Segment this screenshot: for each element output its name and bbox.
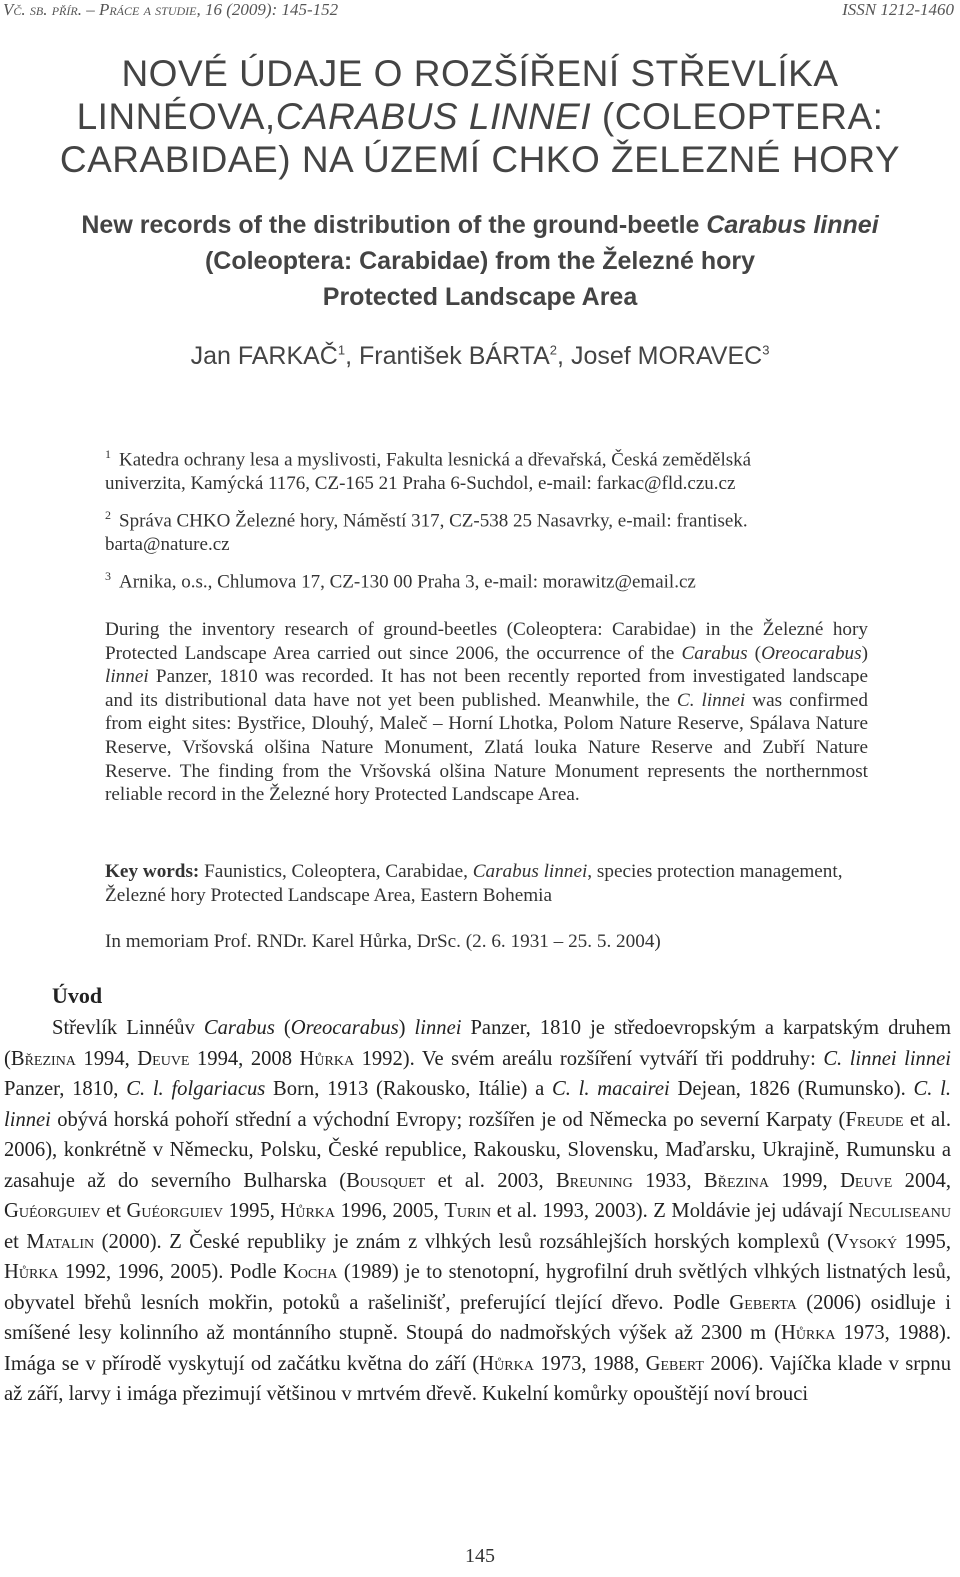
in-memoriam-note: In memoriam Prof. RNDr. Karel Hůrka, DrSc. (2. 6. 1931 – 25. 5. 2004) <box>105 931 661 952</box>
author: Josef MORAVEC <box>570 342 763 370</box>
title-english-line2: (Coleoptera: Carabidae) from the Železné hory <box>204 247 756 275</box>
author-affiliation-mark: 3 <box>762 342 770 358</box>
body-paragraph: Střevlík Linnéův Carabus (Oreocarabus) linnei Panzer, 1810 je středoevropským a karpatským druhem (Březina 1994, Deuve 1994, 2008 Hůrka 1992). Ve svém areálu rozšíření vytváří tři poddruhy: C. linnei linnei Panzer, 1810, C. l. folgariacus Born, 1913 (Rakousko, Itálie) a C. l. macairei Dejean, 1826 (Rumunsko). C. l. linnei obývá horská pohoří střední a východní Evropy; rozšířen je od Německa po severní Karpaty (Freude et al. 2006), konkrétně v Německu, Polsku, České republice, Rakousku, Slovensku, Maďarsku, Ukrajině, Rumunsku a zasahuje až do severního Bulharska (Bousquet et al. 2003, Breuning 1933, Březina 1999, Deuve 2004, Guéorguiev et Guéorguiev 1995, Hůrka 1996, 2005, Turin et al. 1993, 2003). Z Moldávie jej udávají Neculiseanu et Matalin (2000). Z České republiky je znám z vlhkých lesů rozsáhlejších horských komplexů (Vysoký 1995, Hůrka 1992, 1996, 2005). Podle Kocha (1989) je to stenotopní, hygrofilní druh světlých vlhkých listnatých lesů, obyvatel břehů lesních mokřin, potoků a rašelinišť, preferující tlející dřevo. Podle Geberta (2006) osidluje i smíšené lesy kolinního až montánního stupně. Stoupá do nadmořských výšek až 2300 m (Hůrka 1973, 1988). Imága se v přírodě vyskytují od začátku května do září (Hůrka 1973, 1988, Gebert 2006). Vajíčka klade v srpnu až září, larvy i imága přezimují většinou v mrtvém dřevě. Kukelní komůrky opouštějí noví brouci <box>4 1017 952 1405</box>
author-affiliation-mark: 2 <box>549 342 558 358</box>
title-czech-line1: NOVÉ ÚDAJE O ROZŠÍŘENÍ STŘEVLÍKA <box>121 53 839 94</box>
section-heading: Úvod <box>52 983 103 1008</box>
keywords: Key words: Faunistics, Coleoptera, Carabidae, Carabus linnei, species protection management, Železné hory Protected Landscape Area, Eastern Bohemia <box>105 861 843 906</box>
affiliation: $^1$ Katedra ochrany lesa a myslivosti, Fakulta lesnická a dřevařská, Česká zemědělská univerzita, Kamýcká 1176, CZ-165 21 Praha 6-Suchdol, e-mail: farkac@fld.czu.cz <box>105 447 752 495</box>
title-species-name: CARABUS LINNEI <box>275 96 592 137</box>
author-list: Jan FARKAČ$^1$, František BÁRTA$^2$, Josef MORAVEC$^3$ <box>190 342 770 370</box>
author: Jan FARKAČ <box>190 342 338 370</box>
author: František BÁRTA <box>359 342 550 370</box>
running-head <box>3 0 954 22</box>
body-text <box>4 1013 951 1410</box>
title-czech <box>0 52 960 181</box>
affiliation: $^2$ Správa CHKO Železné hory, Náměstí 317, CZ-538 25 Nasavrky, e-mail: frantisek. barta@nature.cz <box>105 508 748 556</box>
journal-citation: Vč. sb. přír. – Práce a studie, 16 (2009): 145-152 <box>3 0 339 19</box>
title-english-line3: Protected Landscape Area <box>322 283 638 311</box>
title-english-line1: New records of the distribution of the ground-beetle Carabus linnei <box>81 211 879 239</box>
issn: ISSN 1212-1460 <box>842 0 954 19</box>
keywords-label: Key words: <box>105 861 200 882</box>
affiliation: $^3$ Arnika, o.s., Chlumova 17, CZ-130 00 Praha 3, e-mail: morawitz@email.cz <box>105 569 696 593</box>
author-affiliation-mark: 1 <box>337 342 346 358</box>
page-number: 145 <box>465 1545 495 1567</box>
title-english <box>0 207 960 315</box>
abstract: During the inventory research of ground-beetles (Coleoptera: Carabidae) in the Železné hory Protected Landscape Area carried out since 2006, the occurrence of the Carabus (Oreocarabus) linnei Panzer, 1810 was recorded. It has not been recently reported from investigated landscape and its distributional data have not yet been published. Meanwhile, the C. linnei was confirmed from eight sites: Bystřice, Dlouhý, Maleč – Horní Lhotka, Polom Nature Reserve, Spálava Nature Reserve, Vršovská olšina Nature Monument, Zlatá louka Nature Reserve and Zubří Nature Reserve. The finding from the Vršovská olšina Nature Monument represents the northernmost reliable record in the Železné hory Protected Landscape Area. <box>105 619 868 806</box>
title-czech-line3: CARABIDAE) NA ÚZEMÍ CHKO ŽELEZNÉ HORY <box>59 139 901 180</box>
title-czech-line2: LINNÉOVA,CARABUS LINNEI (COLEOPTERA: <box>76 96 884 137</box>
